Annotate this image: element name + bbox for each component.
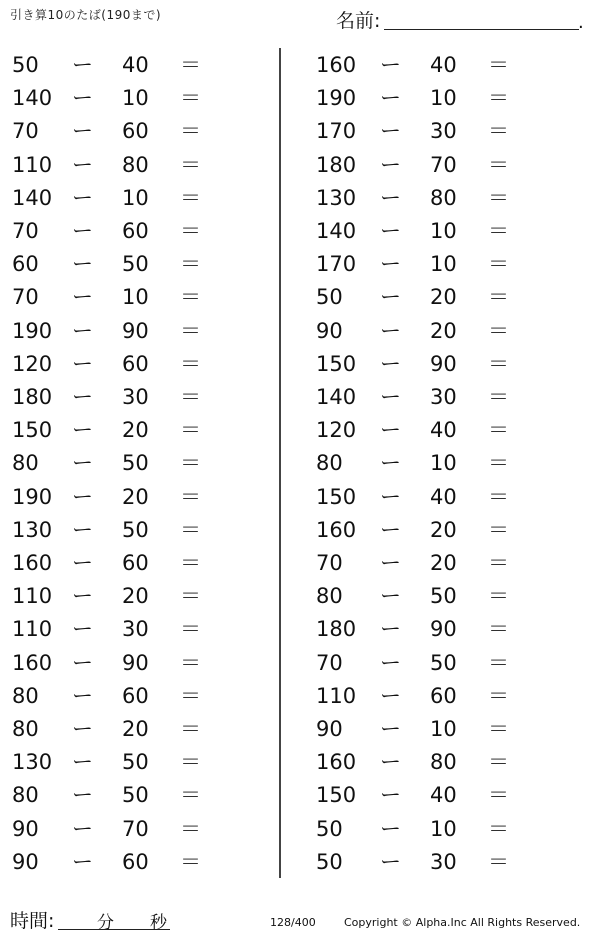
subtrahend: 10 bbox=[122, 285, 149, 310]
answer-space[interactable] bbox=[518, 448, 568, 478]
answer-space[interactable] bbox=[518, 847, 568, 877]
subtrahend: 60 bbox=[430, 683, 457, 708]
minuend: 70 bbox=[316, 650, 343, 675]
seconds-label: 秒 bbox=[150, 913, 167, 933]
equals-sign: ＝ bbox=[180, 152, 201, 177]
subtrahend: 30 bbox=[430, 849, 457, 874]
subtrahend: 60 bbox=[122, 551, 149, 575]
subtrahend: 40 bbox=[122, 53, 149, 77]
problem-row bbox=[0, 183, 600, 213]
equals-sign: ＝ bbox=[488, 252, 509, 277]
minuend: 150 bbox=[316, 351, 357, 376]
minus-sign: ー bbox=[380, 517, 401, 542]
minuend: 50 bbox=[316, 285, 343, 310]
equals-sign: ＝ bbox=[488, 816, 509, 841]
equals-sign: ＝ bbox=[488, 717, 509, 741]
equals-sign: ＝ bbox=[180, 816, 201, 841]
minus-sign: ー bbox=[380, 418, 401, 443]
minuend: 150 bbox=[12, 418, 53, 443]
minus-sign: ー bbox=[72, 119, 93, 144]
minus-sign: ー bbox=[380, 783, 401, 808]
minus-sign: ー bbox=[72, 517, 93, 542]
minus-sign: ー bbox=[72, 53, 93, 77]
equals-sign: ＝ bbox=[488, 53, 509, 77]
subtrahend: 50 bbox=[430, 650, 457, 675]
answer-space[interactable] bbox=[518, 83, 568, 113]
answer-space[interactable] bbox=[518, 50, 568, 80]
equals-sign: ＝ bbox=[488, 185, 509, 210]
subtrahend: 20 bbox=[122, 584, 149, 609]
answer-space[interactable] bbox=[518, 382, 568, 412]
subtrahend: 60 bbox=[122, 683, 149, 708]
answer-space[interactable] bbox=[518, 216, 568, 246]
subtrahend: 90 bbox=[122, 318, 149, 343]
subtrahend: 80 bbox=[122, 152, 149, 177]
minuend: 160 bbox=[316, 750, 357, 775]
equals-sign: ＝ bbox=[180, 551, 201, 575]
answer-space[interactable] bbox=[518, 714, 568, 744]
subtrahend: 40 bbox=[430, 418, 457, 443]
minus-sign: ー bbox=[380, 119, 401, 144]
minuend: 120 bbox=[12, 351, 53, 376]
answer-space[interactable] bbox=[518, 282, 568, 312]
equals-sign: ＝ bbox=[488, 650, 509, 675]
equals-sign: ＝ bbox=[488, 219, 509, 243]
minus-sign: ー bbox=[380, 53, 401, 77]
minus-sign: ー bbox=[72, 451, 93, 476]
problem-row bbox=[0, 648, 600, 678]
minus-sign: ー bbox=[72, 650, 93, 675]
subtrahend: 90 bbox=[430, 617, 457, 642]
minuend: 90 bbox=[316, 318, 343, 343]
subtrahend: 80 bbox=[430, 750, 457, 775]
subtrahend: 20 bbox=[122, 484, 149, 509]
problem-row bbox=[0, 282, 600, 312]
minuend: 140 bbox=[316, 219, 357, 243]
minus-sign: ー bbox=[72, 683, 93, 708]
minuend: 60 bbox=[12, 252, 39, 277]
answer-space[interactable] bbox=[518, 316, 568, 346]
minuend: 150 bbox=[316, 484, 357, 509]
minuend: 180 bbox=[12, 385, 53, 409]
minus-sign: ー bbox=[380, 849, 401, 874]
problem-row bbox=[0, 349, 600, 379]
minus-sign: ー bbox=[72, 86, 93, 111]
equals-sign: ＝ bbox=[488, 551, 509, 575]
minuend: 160 bbox=[12, 650, 53, 675]
answer-space[interactable] bbox=[518, 681, 568, 711]
problem-row bbox=[0, 249, 600, 279]
minus-sign: ー bbox=[380, 551, 401, 575]
minus-sign: ー bbox=[380, 750, 401, 775]
problem-row bbox=[0, 515, 600, 545]
problem-row bbox=[0, 847, 600, 877]
equals-sign: ＝ bbox=[180, 517, 201, 542]
minuend: 170 bbox=[316, 252, 357, 277]
equals-sign: ＝ bbox=[488, 517, 509, 542]
equals-sign: ＝ bbox=[488, 418, 509, 443]
equals-sign: ＝ bbox=[180, 252, 201, 277]
subtrahend: 10 bbox=[430, 451, 457, 476]
minus-sign: ー bbox=[72, 717, 93, 741]
equals-sign: ＝ bbox=[180, 584, 201, 609]
name-field[interactable] bbox=[336, 6, 586, 32]
minus-sign: ー bbox=[380, 152, 401, 177]
name-label: 名前: bbox=[336, 10, 381, 32]
minuend: 110 bbox=[12, 617, 53, 642]
page-number: 128/400 bbox=[270, 916, 316, 929]
minuend: 80 bbox=[12, 783, 39, 808]
minuend: 110 bbox=[12, 152, 53, 177]
subtrahend: 40 bbox=[430, 484, 457, 509]
subtrahend: 60 bbox=[122, 351, 149, 376]
minuend: 70 bbox=[12, 285, 39, 310]
equals-sign: ＝ bbox=[180, 717, 201, 741]
subtrahend: 50 bbox=[430, 584, 457, 609]
subtrahend: 90 bbox=[430, 351, 457, 376]
minus-sign: ー bbox=[380, 683, 401, 708]
minus-sign: ー bbox=[72, 285, 93, 310]
problem-row bbox=[0, 415, 600, 445]
equals-sign: ＝ bbox=[488, 750, 509, 775]
minuend: 180 bbox=[316, 617, 357, 642]
problem-row bbox=[0, 614, 600, 644]
minuend: 140 bbox=[316, 385, 357, 409]
subtrahend: 90 bbox=[122, 650, 149, 675]
subtrahend: 10 bbox=[122, 86, 149, 111]
minus-sign: ー bbox=[380, 717, 401, 741]
answer-space[interactable] bbox=[518, 648, 568, 678]
minuend: 130 bbox=[12, 750, 53, 775]
minus-sign: ー bbox=[380, 484, 401, 509]
time-label: 時間: bbox=[10, 910, 55, 932]
problem-row bbox=[0, 116, 600, 146]
equals-sign: ＝ bbox=[180, 683, 201, 708]
problem-row bbox=[0, 581, 600, 611]
equals-sign: ＝ bbox=[180, 617, 201, 642]
minuend: 90 bbox=[12, 816, 39, 841]
problem-row bbox=[0, 482, 600, 512]
equals-sign: ＝ bbox=[180, 849, 201, 874]
minuend: 160 bbox=[316, 517, 357, 542]
minuend: 80 bbox=[12, 717, 39, 741]
answer-space[interactable] bbox=[518, 349, 568, 379]
name-period: . bbox=[578, 12, 584, 33]
equals-sign: ＝ bbox=[180, 750, 201, 775]
answer-space[interactable] bbox=[518, 614, 568, 644]
subtrahend: 50 bbox=[122, 783, 149, 808]
minus-sign: ー bbox=[72, 418, 93, 443]
minus-sign: ー bbox=[380, 351, 401, 376]
subtrahend: 50 bbox=[122, 517, 149, 542]
problem-row bbox=[0, 382, 600, 412]
subtrahend: 40 bbox=[430, 53, 457, 77]
minus-sign: ー bbox=[72, 816, 93, 841]
answer-space[interactable] bbox=[518, 515, 568, 545]
minuend: 160 bbox=[316, 53, 357, 77]
answer-space[interactable] bbox=[518, 780, 568, 810]
minus-sign: ー bbox=[72, 252, 93, 277]
subtrahend: 20 bbox=[122, 418, 149, 443]
equals-sign: ＝ bbox=[180, 185, 201, 210]
answer-space[interactable] bbox=[518, 482, 568, 512]
worksheet-title: 引き算10のたば(190まで) bbox=[10, 8, 162, 22]
subtrahend: 50 bbox=[122, 750, 149, 775]
equals-sign: ＝ bbox=[180, 484, 201, 509]
minus-sign: ー bbox=[380, 650, 401, 675]
subtrahend: 20 bbox=[430, 551, 457, 575]
minus-sign: ー bbox=[380, 584, 401, 609]
answer-space[interactable] bbox=[518, 116, 568, 146]
subtrahend: 70 bbox=[122, 816, 149, 841]
problem-row bbox=[0, 747, 600, 777]
minuend: 80 bbox=[316, 451, 343, 476]
equals-sign: ＝ bbox=[488, 86, 509, 111]
minus-sign: ー bbox=[72, 318, 93, 343]
minus-sign: ー bbox=[380, 816, 401, 841]
copyright-notice: Copyright © Alpha.Inc All Rights Reserved. bbox=[344, 916, 581, 929]
equals-sign: ＝ bbox=[180, 385, 201, 409]
equals-sign: ＝ bbox=[488, 617, 509, 642]
equals-sign: ＝ bbox=[488, 584, 509, 609]
equals-sign: ＝ bbox=[488, 152, 509, 177]
minus-sign: ー bbox=[380, 219, 401, 243]
minuend: 190 bbox=[316, 86, 357, 111]
minus-sign: ー bbox=[72, 584, 93, 609]
subtrahend: 20 bbox=[122, 717, 149, 741]
minuend: 170 bbox=[316, 119, 357, 144]
minuend: 50 bbox=[316, 816, 343, 841]
problem-row bbox=[0, 150, 600, 180]
equals-sign: ＝ bbox=[488, 385, 509, 409]
minus-sign: ー bbox=[380, 185, 401, 210]
name-underline[interactable] bbox=[384, 29, 579, 30]
answer-space[interactable] bbox=[518, 747, 568, 777]
answer-space[interactable] bbox=[518, 581, 568, 611]
minuend: 160 bbox=[12, 551, 53, 575]
subtrahend: 20 bbox=[430, 318, 457, 343]
subtrahend: 40 bbox=[430, 783, 457, 808]
minus-sign: ー bbox=[380, 617, 401, 642]
minuend: 90 bbox=[12, 849, 39, 874]
subtrahend: 60 bbox=[122, 849, 149, 874]
problem-row bbox=[0, 316, 600, 346]
subtrahend: 30 bbox=[122, 617, 149, 642]
minuend: 90 bbox=[316, 717, 343, 741]
minuend: 140 bbox=[12, 86, 53, 111]
minus-sign: ー bbox=[72, 849, 93, 874]
subtrahend: 80 bbox=[430, 185, 457, 210]
problem-row bbox=[0, 714, 600, 744]
problem-row bbox=[0, 548, 600, 578]
equals-sign: ＝ bbox=[488, 119, 509, 144]
equals-sign: ＝ bbox=[180, 351, 201, 376]
subtrahend: 50 bbox=[122, 451, 149, 476]
subtrahend: 30 bbox=[430, 119, 457, 144]
subtrahend: 70 bbox=[430, 152, 457, 177]
minuend: 80 bbox=[316, 584, 343, 609]
subtrahend: 60 bbox=[122, 119, 149, 144]
minuend: 70 bbox=[316, 551, 343, 575]
minus-sign: ー bbox=[72, 385, 93, 409]
minuend: 80 bbox=[12, 683, 39, 708]
problem-row bbox=[0, 814, 600, 844]
equals-sign: ＝ bbox=[488, 849, 509, 874]
problem-row bbox=[0, 83, 600, 113]
equals-sign: ＝ bbox=[488, 318, 509, 343]
minus-sign: ー bbox=[380, 385, 401, 409]
equals-sign: ＝ bbox=[488, 451, 509, 476]
minuend: 70 bbox=[12, 119, 39, 144]
equals-sign: ＝ bbox=[180, 451, 201, 476]
subtrahend: 60 bbox=[122, 219, 149, 243]
equals-sign: ＝ bbox=[488, 351, 509, 376]
answer-space[interactable] bbox=[518, 548, 568, 578]
equals-sign: ＝ bbox=[180, 650, 201, 675]
minus-sign: ー bbox=[72, 484, 93, 509]
equals-sign: ＝ bbox=[180, 285, 201, 310]
subtrahend: 10 bbox=[430, 86, 457, 111]
minuend: 50 bbox=[12, 53, 39, 77]
minutes-label: 分 bbox=[97, 913, 114, 933]
answer-space[interactable] bbox=[518, 249, 568, 279]
minus-sign: ー bbox=[380, 451, 401, 476]
minus-sign: ー bbox=[72, 783, 93, 808]
minuend: 110 bbox=[316, 683, 357, 708]
minuend: 180 bbox=[316, 152, 357, 177]
equals-sign: ＝ bbox=[180, 418, 201, 443]
problem-row bbox=[0, 216, 600, 246]
equals-sign: ＝ bbox=[180, 318, 201, 343]
equals-sign: ＝ bbox=[180, 219, 201, 243]
answer-space[interactable] bbox=[518, 183, 568, 213]
subtrahend: 10 bbox=[430, 252, 457, 277]
minus-sign: ー bbox=[380, 285, 401, 310]
problem-row bbox=[0, 780, 600, 810]
answer-space[interactable] bbox=[518, 415, 568, 445]
minuend: 50 bbox=[316, 849, 343, 874]
answer-space[interactable] bbox=[518, 150, 568, 180]
equals-sign: ＝ bbox=[488, 285, 509, 310]
subtrahend: 10 bbox=[122, 185, 149, 210]
problem-row bbox=[0, 50, 600, 80]
subtrahend: 10 bbox=[430, 219, 457, 243]
subtrahend: 10 bbox=[430, 717, 457, 741]
equals-sign: ＝ bbox=[180, 53, 201, 77]
minus-sign: ー bbox=[72, 551, 93, 575]
subtrahend: 30 bbox=[122, 385, 149, 409]
minus-sign: ー bbox=[72, 219, 93, 243]
footer bbox=[0, 900, 600, 935]
minus-sign: ー bbox=[380, 318, 401, 343]
subtrahend: 10 bbox=[430, 816, 457, 841]
minuend: 70 bbox=[12, 219, 39, 243]
problem-row bbox=[0, 681, 600, 711]
subtrahend: 30 bbox=[430, 385, 457, 409]
minuend: 80 bbox=[12, 451, 39, 476]
minus-sign: ー bbox=[72, 185, 93, 210]
equals-sign: ＝ bbox=[180, 86, 201, 111]
equals-sign: ＝ bbox=[488, 484, 509, 509]
equals-sign: ＝ bbox=[488, 783, 509, 808]
problem-row bbox=[0, 448, 600, 478]
subtrahend: 20 bbox=[430, 517, 457, 542]
minus-sign: ー bbox=[72, 152, 93, 177]
minus-sign: ー bbox=[380, 86, 401, 111]
minuend: 190 bbox=[12, 318, 53, 343]
minus-sign: ー bbox=[380, 252, 401, 277]
minuend: 130 bbox=[12, 517, 53, 542]
minuend: 120 bbox=[316, 418, 357, 443]
equals-sign: ＝ bbox=[488, 683, 509, 708]
subtrahend: 50 bbox=[122, 252, 149, 277]
minus-sign: ー bbox=[72, 617, 93, 642]
minuend: 110 bbox=[12, 584, 53, 609]
minuend: 190 bbox=[12, 484, 53, 509]
subtrahend: 20 bbox=[430, 285, 457, 310]
equals-sign: ＝ bbox=[180, 119, 201, 144]
answer-space[interactable] bbox=[518, 814, 568, 844]
equals-sign: ＝ bbox=[180, 783, 201, 808]
minuend: 150 bbox=[316, 783, 357, 808]
minus-sign: ー bbox=[72, 750, 93, 775]
minus-sign: ー bbox=[72, 351, 93, 376]
minuend: 140 bbox=[12, 185, 53, 210]
minuend: 130 bbox=[316, 185, 357, 210]
